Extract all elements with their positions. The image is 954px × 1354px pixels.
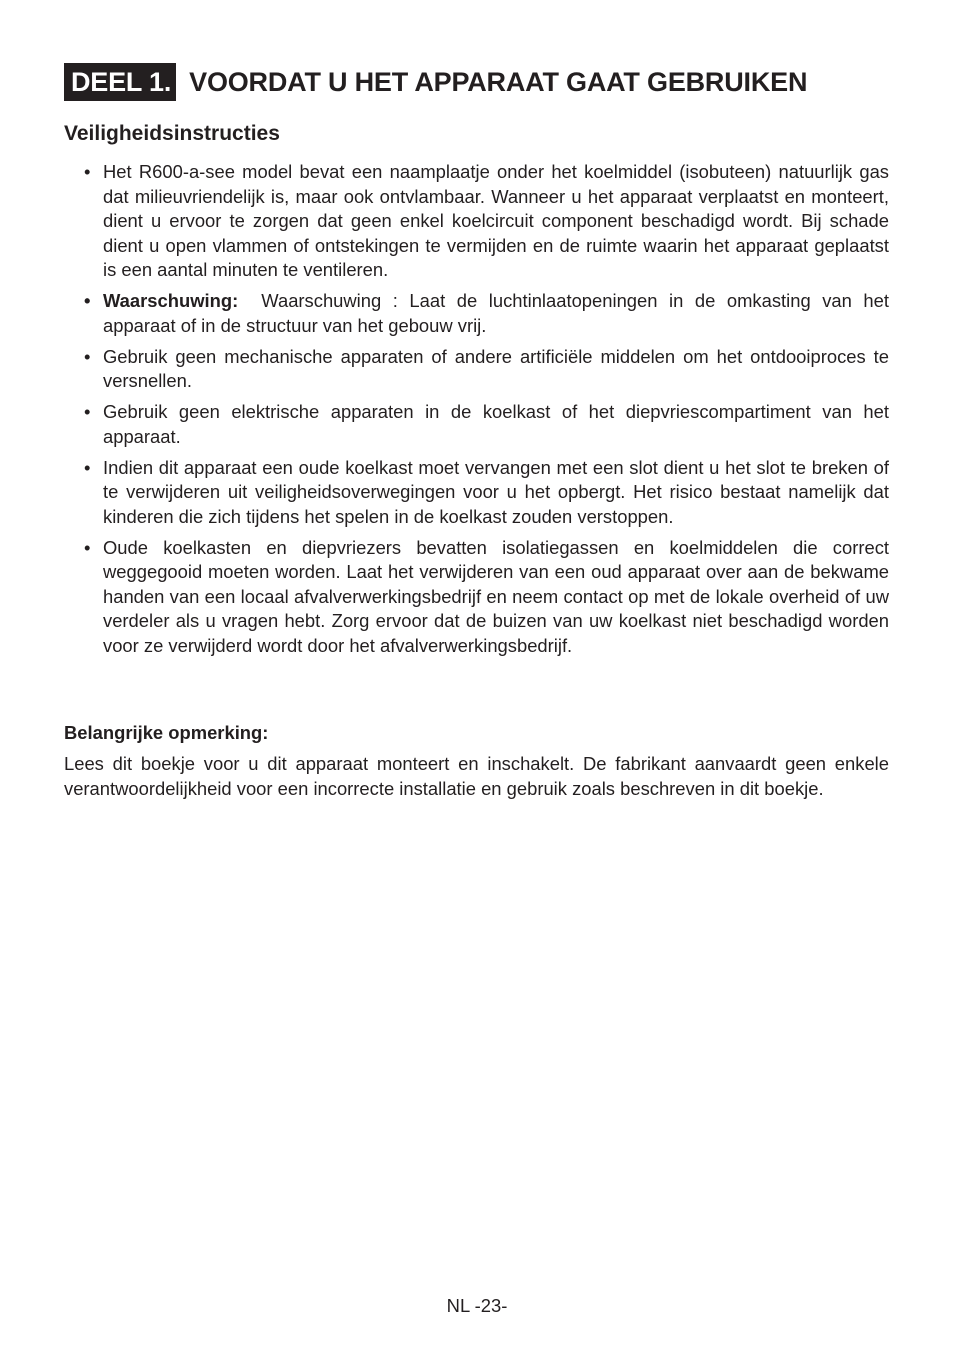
bullet-icon: • — [84, 161, 91, 182]
page-number: NL -23- — [446, 1295, 508, 1316]
list-item — [64, 289, 895, 338]
important-note-text: Lees dit boekje voor u dit apparaat monteert en inschakelt. De fabrikant aanvaardt geen enkele verantwoordelijkheid voor een incorrecte installatie en gebruik zoals beschreven in dit boekje. — [64, 753, 889, 799]
list-item — [64, 400, 889, 449]
bullet-icon: • — [84, 536, 91, 558]
list-item-text: Gebruik geen elektrische apparaten in de koelkast of het diepvriescompartiment van het apparaat. — [103, 401, 889, 447]
list-item-text: Het R600-a-see model bevat een naamplaatje onder het koelmiddel (isobuteen) natuurlijk gas dat milieuvriendelijk is, maar ook ontvlambaar. Wanneer u het apparaat verplaatst en monteert, dient u ervoor te zorgen dat geen enkel koelcircuit component beschadigd wordt. Bij schade dient u open vlammen of ontstekingen te vermijden en de ruimte waarin het apparaat geplaatst is een aantal minuten te ventileren. — [103, 161, 889, 280]
list-item-text: Indien dit apparaat een oude koelkast moet vervangen met een slot dient u het slot te breken of te verwijderen uit veiligheidsoverwegingen voor u het opbergt. Het risico bestaat namelijk dat kinderen die zich tijdens het spelen in de koelkast zouden verstoppen. — [103, 456, 889, 527]
important-note-heading: Belangrijke opmerking: — [64, 722, 269, 743]
bullet-icon: • — [84, 290, 91, 311]
list-item-text: Oude koelkasten en diepvriezers bevatten isolatiegassen en koelmiddelen die correct weggegooid moeten worden. Laat het verwijderen van een oud apparaat over aan de bekwame handen van een locaal afvalverwerkingsbedrijf en neem contact op met de lokale overheid of uw verdeler als u vragen hebt. Zorg ervoor dat de buizen van uw koelkast niet beschadigd worden voor ze verwijderd wordt door het afvalverwerkingsbedrijf. — [103, 536, 889, 656]
chapter-title: VOORDAT U HET APPARAAT GAAT GEBRUIKEN — [189, 67, 808, 97]
safety-section-heading: Veiligheidsinstructies — [64, 122, 280, 145]
list-item — [64, 456, 889, 530]
bullet-icon: • — [84, 345, 91, 367]
chapter-heading — [64, 63, 807, 101]
list-item — [64, 345, 889, 394]
list-item — [64, 536, 889, 659]
bullet-icon: • — [84, 456, 91, 478]
list-item — [64, 160, 889, 283]
warning-label: Waarschuwing: — [103, 290, 239, 311]
list-item-text: Gebruik geen mechanische apparaten of andere artificiële middelen om het ontdooiproces te versnellen. — [103, 345, 889, 391]
part-label-box: DEEL 1. — [64, 63, 176, 101]
bullet-icon: • — [84, 401, 91, 422]
safety-instructions-list — [64, 160, 895, 665]
list-item-text: Waarschuwing : Laat de luchtinlaatopeningen in de omkasting van het apparaat of in de structuur van het gebouw vrij. — [103, 290, 895, 336]
